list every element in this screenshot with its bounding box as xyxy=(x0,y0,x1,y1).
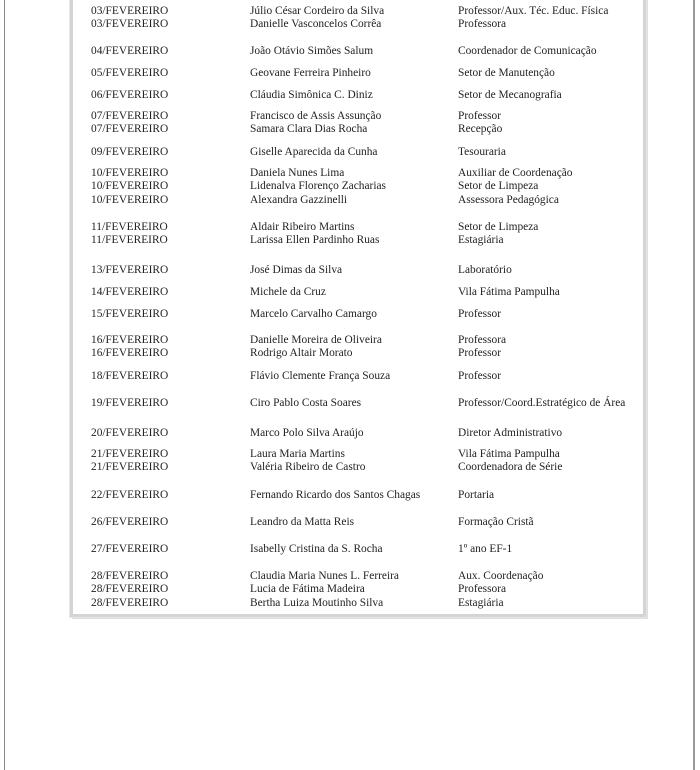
birthday-date: 10/FEVEREIRO xyxy=(91,180,169,192)
employee-role: Setor de Manutenção xyxy=(458,67,555,79)
employee-name: Laura Maria Martins xyxy=(250,448,345,460)
page-right-border xyxy=(693,0,695,770)
employee-name: Valéria Ribeiro de Castro xyxy=(250,461,366,473)
employee-role: Professor xyxy=(458,110,502,122)
employee-role: Setor de Limpeza xyxy=(458,180,539,192)
employee-name: Ciro Pablo Costa Soares xyxy=(250,397,362,409)
employee-name: Larissa Ellen Pardinho Ruas xyxy=(250,234,380,246)
employee-name: Daniela Nunes Lima xyxy=(250,167,345,179)
employee-role: Professora xyxy=(458,18,507,30)
birthday-date: 11/FEVEREIRO xyxy=(91,234,168,246)
employee-name: Flávio Clemente França Souza xyxy=(250,370,391,382)
employee-name: Michele da Cruz xyxy=(250,286,326,298)
birthday-date: 10/FEVEREIRO xyxy=(91,167,169,179)
birthday-date: 14/FEVEREIRO xyxy=(91,286,169,298)
employee-name: Claudia Maria Nunes L. Ferreira xyxy=(250,570,399,582)
employee-name: Lucia de Fátima Madeira xyxy=(250,583,365,595)
employee-name: Giselle Aparecida da Cunha xyxy=(250,146,378,158)
birthday-date: 15/FEVEREIRO xyxy=(91,308,169,320)
birthday-date: 11/FEVEREIRO xyxy=(91,221,168,233)
employee-role: Estagiária xyxy=(458,597,504,609)
employee-name: Aldair Ribeiro Martins xyxy=(250,221,355,233)
employee-role: Professora xyxy=(458,334,507,346)
birthday-date: 09/FEVEREIRO xyxy=(91,146,169,158)
employee-role: Professor xyxy=(458,308,502,320)
birthday-date: 22/FEVEREIRO xyxy=(91,489,169,501)
birthday-date: 07/FEVEREIRO xyxy=(91,123,169,135)
employee-role: Diretor Administrativo xyxy=(458,427,563,439)
employee-name: Alexandra Gazzinelli xyxy=(250,194,348,206)
birthday-date: 26/FEVEREIRO xyxy=(91,516,169,528)
employee-name: Fernando Ricardo dos Santos Chagas xyxy=(250,489,421,501)
employee-name: Leandro da Matta Reis xyxy=(250,516,355,528)
employee-name: Isabelly Cristina da S. Rocha xyxy=(250,543,383,555)
employee-name: Geovane Ferreira Pinheiro xyxy=(250,67,371,79)
birthday-date: 06/FEVEREIRO xyxy=(91,89,169,101)
employee-role: Auxiliar de Coordenação xyxy=(458,167,573,179)
employee-role: Professor xyxy=(458,347,502,359)
employee-name: Bertha Luiza Moutinho Silva xyxy=(250,597,384,609)
birthday-date: 27/FEVEREIRO xyxy=(91,543,169,555)
employee-role: Professora xyxy=(458,583,507,595)
employee-name: Júlio César Cordeiro da Silva xyxy=(250,5,385,17)
employee-role: Professor xyxy=(458,370,502,382)
page-left-border xyxy=(4,0,5,770)
employee-name: Francisco de Assis Assunção xyxy=(250,110,382,122)
employee-name: Marcelo Carvalho Camargo xyxy=(250,308,377,320)
employee-role: Setor de Limpeza xyxy=(458,221,539,233)
birthday-date: 05/FEVEREIRO xyxy=(91,67,169,79)
employee-role: Coordenadora de Série xyxy=(458,461,563,473)
employee-role: Vila Fátima Pampulha xyxy=(458,448,560,460)
employee-name: Samara Clara Dias Rocha xyxy=(250,123,368,135)
employee-role: Portaria xyxy=(458,489,495,501)
birthday-date: 04/FEVEREIRO xyxy=(91,45,169,57)
employee-name: Danielle Moreira de Oliveira xyxy=(250,334,382,346)
birthday-date: 19/FEVEREIRO xyxy=(91,397,169,409)
employee-name: Lidenalva Florenço Zacharias xyxy=(250,180,386,192)
birthday-date: 13/FEVEREIRO xyxy=(91,264,169,276)
employee-name: Marco Polo Silva Araújo xyxy=(250,427,364,439)
employee-role: Estagiária xyxy=(458,234,504,246)
employee-role: Tesouraria xyxy=(458,146,506,158)
employee-role: Assessora Pedagógica xyxy=(458,194,559,206)
employee-name: Danielle Vasconcelos Corrêa xyxy=(250,18,382,30)
birthday-date: 28/FEVEREIRO xyxy=(91,583,169,595)
employee-role: Aux. Coordenação xyxy=(458,570,544,582)
birthday-table-frame xyxy=(70,0,646,617)
employee-name: Cláudia Simônica C. Diniz xyxy=(250,89,373,101)
birthday-date: 28/FEVEREIRO xyxy=(91,570,169,582)
birthday-date: 03/FEVEREIRO xyxy=(91,5,169,17)
birthday-date: 16/FEVEREIRO xyxy=(91,334,169,346)
employee-role: Setor de Mecanografia xyxy=(458,89,562,101)
employee-name: João Otávio Simões Salum xyxy=(250,45,374,57)
employee-role: Vila Fátima Pampulha xyxy=(458,286,560,298)
birthday-date: 16/FEVEREIRO xyxy=(91,347,169,359)
employee-name: José Dimas da Silva xyxy=(250,264,343,276)
employee-role: Professor/Aux. Téc. Educ. Física xyxy=(458,5,609,17)
birthday-date: 28/FEVEREIRO xyxy=(91,597,169,609)
birthday-date: 20/FEVEREIRO xyxy=(91,427,169,439)
birthday-date: 21/FEVEREIRO xyxy=(91,461,169,473)
employee-role: Formação Cristã xyxy=(458,516,534,528)
birthday-date: 10/FEVEREIRO xyxy=(91,194,169,206)
birthday-date: 03/FEVEREIRO xyxy=(91,18,169,30)
birthday-date: 21/FEVEREIRO xyxy=(91,448,169,460)
employee-role: 1º ano EF-1 xyxy=(458,543,513,555)
employee-role: Laboratório xyxy=(458,264,512,276)
employee-role: Professor/Coord.Estratégico de Área xyxy=(458,397,626,409)
employee-role: Recepção xyxy=(458,123,503,135)
employee-role: Coordenador de Comunicação xyxy=(458,45,597,57)
employee-name: Rodrigo Altair Morato xyxy=(250,347,353,359)
birthday-date: 07/FEVEREIRO xyxy=(91,110,169,122)
birthday-date: 18/FEVEREIRO xyxy=(91,370,169,382)
